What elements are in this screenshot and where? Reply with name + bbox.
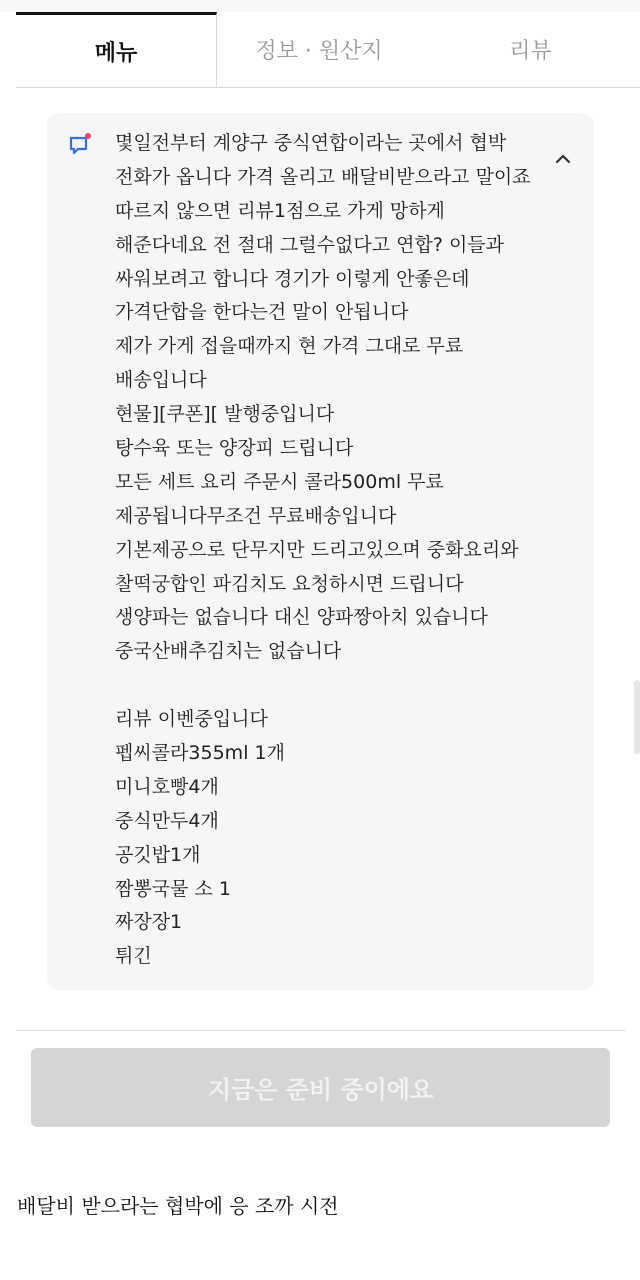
notice-line: 현물][쿠폰][ 발행중입니다 bbox=[115, 403, 335, 426]
tab-reviews[interactable]: 리뷰 bbox=[509, 39, 552, 64]
tab-info-origin[interactable]: 정보 · 원산지 bbox=[255, 39, 383, 64]
notice-line: 모든 세트 요리 주문시 콜라500ml 무료 bbox=[115, 470, 444, 493]
notice-line: 제공됩니다무조건 무료배송입니다 bbox=[115, 504, 397, 527]
notice-line: 중식만두4개 bbox=[115, 809, 219, 832]
store-tabs bbox=[16, 12, 640, 88]
notice-line: 해준다네요 전 절대 그럴수없다고 연합? 이들과 bbox=[115, 233, 505, 256]
post-caption: 배달비 받으라는 협박에 응 조까 시전 bbox=[17, 1194, 339, 1218]
notice-line: 중국산배추김치는 없습니다 bbox=[115, 640, 342, 663]
notice-line: 짜장장1 bbox=[115, 911, 183, 934]
notice-blank-line bbox=[115, 669, 585, 703]
notice-text bbox=[115, 127, 585, 974]
speech-bubble-icon bbox=[67, 131, 93, 157]
notice-line: 미니호빵4개 bbox=[115, 775, 219, 798]
notice-line: 배송입니다 bbox=[115, 369, 207, 392]
notice-line: 가격단합을 한다는건 말이 안됩니다 bbox=[115, 301, 409, 324]
notice-line: 몇일전부터 계양구 중식연합이라는 곳에서 협박 bbox=[115, 132, 507, 154]
notice-line: 찰떡궁합인 파김치도 요청하시면 드립니다 bbox=[115, 572, 464, 595]
tab-menu[interactable]: 메뉴 bbox=[16, 12, 217, 87]
notice-line: 펩씨콜라355ml 1개 bbox=[115, 742, 285, 765]
top-strip bbox=[0, 0, 640, 12]
notice-line: 튀긴 bbox=[115, 945, 152, 968]
section-divider bbox=[16, 1030, 626, 1031]
notice-line: 싸워보려고 합니다 경기가 이렇게 안좋은데 bbox=[115, 267, 470, 290]
notice-line: 공깃밥1개 bbox=[115, 843, 201, 866]
notice-line: 생양파는 없습니다 대신 양파짱아치 있습니다 bbox=[115, 606, 488, 629]
owner-notice-card bbox=[47, 113, 594, 990]
notice-line: 전화가 옵니다 가격 올리고 배달비받으라고 말이죠 bbox=[115, 165, 531, 188]
notice-line: 따르지 않으면 리뷰1점으로 가게 망하게 bbox=[115, 199, 445, 222]
notice-line: 기본제공으로 단무지만 드리고있으며 중화요리와 bbox=[115, 538, 519, 561]
order-button-disabled[interactable]: 지금은 준비 중이에요 bbox=[31, 1048, 610, 1127]
notice-line: 제가 가게 접을때까지 현 가격 그대로 무료 bbox=[115, 335, 464, 358]
notice-line: 리뷰 이벤중입니다 bbox=[115, 708, 268, 731]
notice-line: 탕수육 또는 양장피 드립니다 bbox=[115, 437, 354, 460]
scrollbar[interactable] bbox=[634, 680, 640, 754]
notice-line: 짬뽕국물 소 1 bbox=[115, 877, 231, 900]
